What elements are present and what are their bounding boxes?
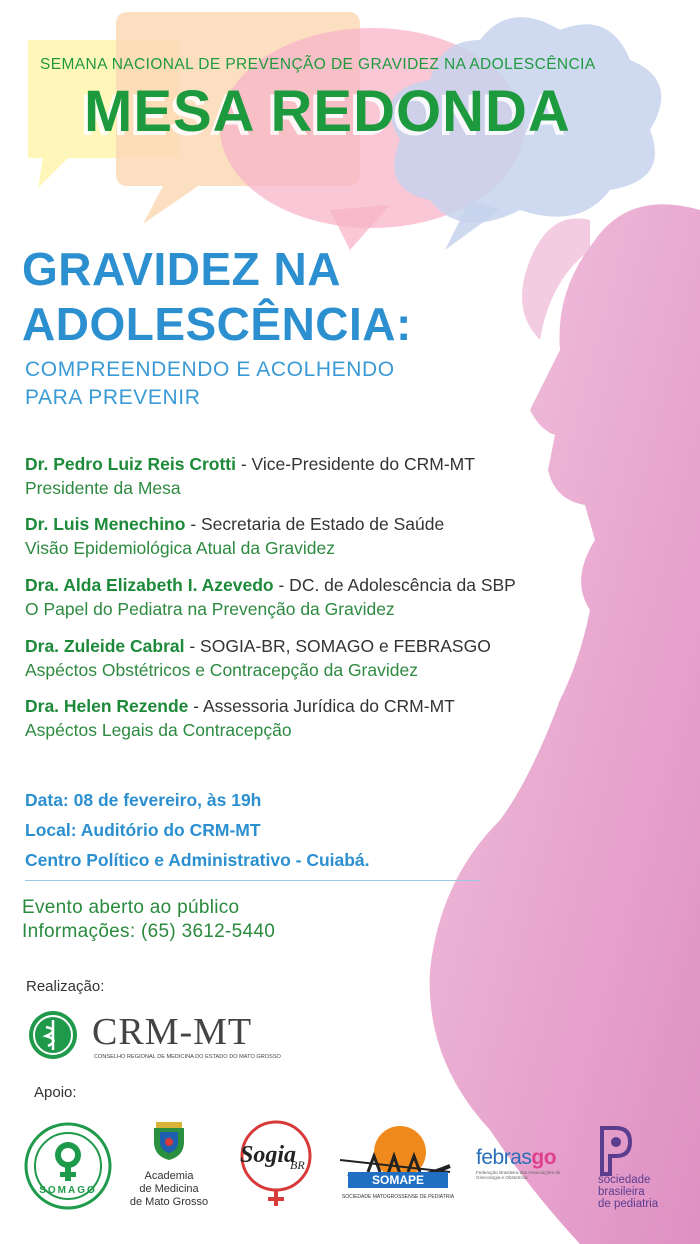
febrasgo-tagline: Federação Brasileira das Associações de Ginecologia e Obstetrícia [476,1170,561,1180]
contact-phone-text: Informações: (65) 3612-5440 [22,921,276,942]
sogia-logo [234,1120,318,1210]
sbp-p-icon [598,1126,632,1176]
event-address: Centro Político e Administrativo - Cuiabá. [25,850,370,870]
organizer-label: Realização: [26,978,105,995]
somago-name: SOMAGO [39,1185,97,1196]
somape-name: SOMAPE [348,1172,448,1188]
main-subtitle-line-1: COMPREENDENDO E ACOLHENDO [25,358,395,381]
sbp-name: sociedade brasileira de pediatria [598,1174,659,1210]
event-date: Data: 08 de fevereiro, às 19h [25,790,262,810]
crm-mt-logo [28,1008,298,1064]
main-subtitle [25,356,395,412]
event-series-subtitle: SEMANA NACIONAL DE PREVENÇÃO DE GRAVIDEZ NA ADOLESCÊNCIA [40,56,596,73]
main-title [22,242,412,352]
febrasgo-name-a: febras [476,1146,532,1169]
speaker-name: Dr. Luis Menechino [25,514,186,534]
sogia-br: BR [290,1158,305,1172]
somape-tagline: SOCIEDADE MATOGROSSENSE DE PEDIATRIA [341,1194,455,1200]
academia-name: Academia de Medicina de Mato Grosso [129,1170,209,1208]
main-subtitle-line-2: PARA PREVENIR [25,386,201,409]
sbp-logo [598,1126,698,1212]
event-venue: Local: Auditório do CRM-MT [25,820,261,840]
speaker-topic: Aspéctos Legais da Contracepção [25,720,292,740]
speaker-topic: Visão Epidemiológica Atual da Gravidez [25,538,336,558]
academia-logo [124,1122,214,1212]
coat-of-arms-icon [150,1122,188,1162]
divider [25,880,480,881]
main-title-line-1: GRAVIDEZ NA [22,243,341,295]
speaker-item [25,634,491,682]
febrasgo-logo [476,1146,580,1190]
speaker-name: Dra. Zuleide Cabral [25,636,185,656]
somago-logo [24,1122,112,1210]
speaker-topic: O Papel do Pediatra na Prevenção da Gravidez [25,599,395,619]
crm-mt-tagline: CONSELHO REGIONAL DE MEDICINA DO ESTADO DO MATO GROSSO [94,1054,281,1060]
round-table-title: MESA REDONDA [84,79,571,144]
somape-logo [338,1122,458,1208]
speaker-name: Dra. Alda Elizabeth I. Azevedo [25,575,274,595]
speaker-item [25,694,455,742]
speaker-role: - DC. de Adolescência da SBP [273,575,516,595]
febrasgo-name-b: go [531,1146,557,1169]
caduceus-icon [28,1010,78,1060]
support-label: Apoio: [34,1084,77,1101]
crm-mt-name: CRM-MT [92,1011,253,1053]
somago-emblem-icon [24,1122,112,1210]
speaker-item [25,512,444,560]
event-open-info [22,896,275,944]
speaker-role: - Secretaria de Estado de Saúde [185,514,445,534]
sogia-name: Sogia [240,1142,297,1168]
speaker-role: - Assessoria Jurídica do CRM-MT [188,696,455,716]
speaker-item [25,452,475,500]
main-title-line-2: ADOLESCÊNCIA: [22,298,412,350]
speaker-name: Dr. Pedro Luiz Reis Crotti [25,454,236,474]
speaker-topic: Aspéctos Obstétricos e Contracepção da Gravidez [25,660,418,680]
open-to-public-text: Evento aberto ao público [22,897,240,918]
speaker-name: Dra. Helen Rezende [25,696,189,716]
speaker-topic: Presidente da Mesa [25,478,181,498]
speaker-role: - Vice-Presidente do CRM-MT [236,454,475,474]
speaker-role: - SOGIA-BR, SOMAGO e FEBRASGO [184,636,491,656]
speaker-item [25,573,516,621]
